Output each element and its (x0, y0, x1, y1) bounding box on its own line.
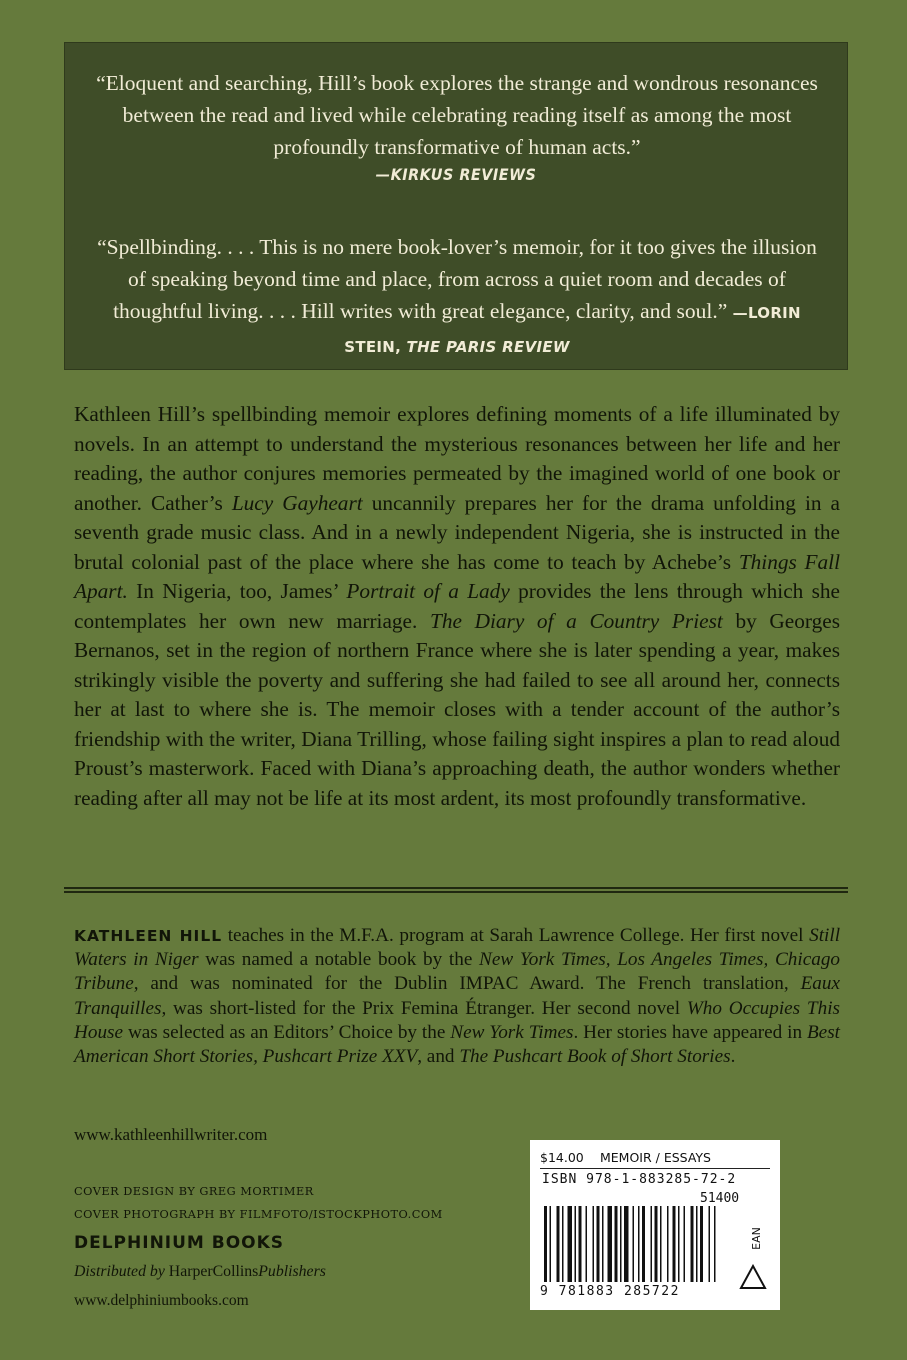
bio-title-who-occupies: Who Occupies This House (74, 997, 840, 1043)
barcode-bar (586, 1206, 588, 1282)
desc-part-3: In Nigeria, too, James’ (136, 579, 339, 603)
barcode-bar (655, 1206, 658, 1282)
bio-text-o: . (730, 1046, 736, 1068)
cover-design-credit: COVER DESIGN BY GREG MORTIMER (74, 1185, 314, 1198)
barcode-bar (550, 1206, 552, 1282)
publisher-name: DELPHINIUM BOOKS (74, 1233, 285, 1253)
kirkus-quote (87, 67, 827, 163)
barcode-bar (562, 1206, 564, 1282)
barcode-rule (540, 1168, 770, 1169)
cover-photo-credit: COVER PHOTOGRAPH BY FILMFOTO/ISTOCKPHOTO.COM (74, 1208, 443, 1221)
author-bio (74, 924, 840, 1069)
barcode-isbn: ISBN 978-1-883285-72-2 (542, 1172, 737, 1187)
distributor-name: HarperCollins (168, 1263, 259, 1280)
barcode-bar (673, 1206, 676, 1282)
bio-newspapers: New York Times, Los Angeles Times, Chicago Tribune (74, 949, 841, 995)
paris-review-quote-text: “Spellbinding. . . . This is no mere book-lover’s memoir, for it too gives the illusion of speaking beyond time and place, from across a quiet room and decades of thoughtful living. . . . Hill writes with great elegance, clarity, and soul.” (97, 235, 817, 323)
barcode-bar (691, 1206, 694, 1282)
barcode-bar (633, 1206, 635, 1282)
barcode-bar (615, 1206, 618, 1282)
barcode-bar (651, 1206, 653, 1282)
bio-title-still-waters: Still Waters in Niger (74, 925, 841, 971)
paris-review-attribution-pub: THE PARIS REVIEW (406, 338, 570, 356)
barcode-bar (709, 1206, 711, 1282)
barcode-bar (642, 1206, 645, 1282)
barcode-bar (544, 1206, 547, 1282)
barcode-bar (597, 1206, 600, 1282)
barcode-bar (638, 1206, 640, 1282)
desc-part-1: Kathleen Hill’s spellbinding memoir explores defining moments of a life illuminated by novels. In an attempt to understand the mysterious resonances between her life and her reading, the author conjures memories permeated by the imagined world of one book or another. Cather’s (74, 402, 840, 515)
distributor-prefix: Distributed by (74, 1263, 165, 1280)
bio-text-m: , and (417, 1046, 455, 1068)
ean-arrow-icon (739, 1264, 767, 1290)
barcode-bar (624, 1206, 629, 1282)
barcode-bar (714, 1206, 716, 1282)
barcode-bar (568, 1206, 573, 1282)
barcode-price: $14.00 (540, 1150, 584, 1165)
publisher-website[interactable]: www.delphiniumbooks.com (74, 1292, 249, 1309)
paris-review-quote (87, 231, 827, 363)
kirkus-quote-text: “Eloquent and searching, Hill’s book explores the strange and wondrous resonances between the read and lived while celebrating reading itself as among the most profoundly transformative of human acts.” (96, 71, 818, 159)
bio-anthologies: Best American Short Stories, Pushcart Prize XXV (74, 1021, 840, 1068)
barcode-bar (608, 1206, 613, 1282)
section-divider (64, 887, 848, 893)
ean-label: EAN (749, 1227, 763, 1250)
barcode-bar (696, 1206, 698, 1282)
desc-part-4: provides the lens through which she contemplates her own new marriage. (74, 579, 841, 633)
bio-nyt: New York Times (450, 1021, 574, 1043)
bio-text-c: was named a notable book by the (205, 949, 473, 971)
author-website[interactable]: www.kathleenhillwriter.com (74, 1125, 268, 1144)
barcode-bar (684, 1206, 686, 1282)
book-description (74, 400, 840, 813)
bio-text-g: , was short-listed for the Prix Femina Étranger. Her second novel (161, 997, 681, 1019)
paris-review-attribution-name: —LORIN STEIN, (344, 304, 801, 356)
author-name: KATHLEEN HILL (74, 927, 223, 945)
title-lucy-gayheart: Lucy Gayheart (231, 490, 363, 515)
barcode-bar (667, 1206, 669, 1282)
distributor-suffix: Publishers (258, 1263, 326, 1280)
isbn-barcode (530, 1140, 780, 1310)
barcode-bar (579, 1206, 582, 1282)
desc-part-2: uncannily prepares her for the drama unfolding in a seventh grade music class. And in a newly independent Nigeria, she is instructed in the brutal colonial past of the place where she has come to teach by Achebe’s (74, 490, 840, 574)
barcode-price-code: 51400 (700, 1191, 740, 1206)
distributor-line (74, 1263, 326, 1281)
barcode-bar (678, 1206, 680, 1282)
desc-part-5: by Georges Bernanos, set in the region of northern France where she is later spending a year, makes strikingly visible the poverty and suffering she had failed to see all around her, connects her at last to where she is. The memoir closes with a tender account of the author’s friendship with the writer, Diana Trilling, whose failing sight inspires a plan to read aloud Proust’s masterwork. Faced with Diana’s approaching death, the author wonders whether reading after all may not be life at its most ardent, its most profoundly transformative. (74, 608, 840, 810)
bio-pushcart-book: The Pushcart Book of Short Stories (459, 1046, 731, 1068)
barcode-bar (557, 1206, 560, 1282)
barcode-bar (700, 1206, 703, 1282)
barcode-bar (602, 1206, 604, 1282)
barcode-bars (544, 1206, 734, 1284)
title-portrait-of-a-lady: Portrait of a Lady (346, 579, 510, 603)
bio-text-a: teaches in the M.F.A. program at Sarah Lawrence College. Her first novel (227, 925, 804, 946)
barcode-bar (620, 1206, 622, 1282)
kirkus-attribution: —KIRKUS REVIEWS (375, 165, 537, 184)
barcode-bar (660, 1206, 662, 1282)
bio-text-e: , and was nominated for the Dublin IMPAC Award. The French translation, (133, 973, 789, 995)
barcode-bar (593, 1206, 595, 1282)
bio-text-i: was selected as an Editors’ Choice by the (127, 1021, 446, 1043)
bio-title-eaux-tranquilles: Eaux Tranquilles (74, 973, 840, 1019)
bio-text-k: . Her stories have appeared in (573, 1021, 803, 1043)
title-things-fall-apart: Things Fall Apart. (74, 549, 840, 603)
barcode-bar (575, 1206, 577, 1282)
review-quotes-panel (64, 42, 848, 370)
title-diary-country-priest: The Diary of a Country Priest (429, 608, 723, 633)
cover-credits (74, 1180, 443, 1226)
barcode-category: MEMOIR / ESSAYS (600, 1150, 711, 1165)
barcode-digits: 9 781883 285722 (540, 1284, 680, 1299)
